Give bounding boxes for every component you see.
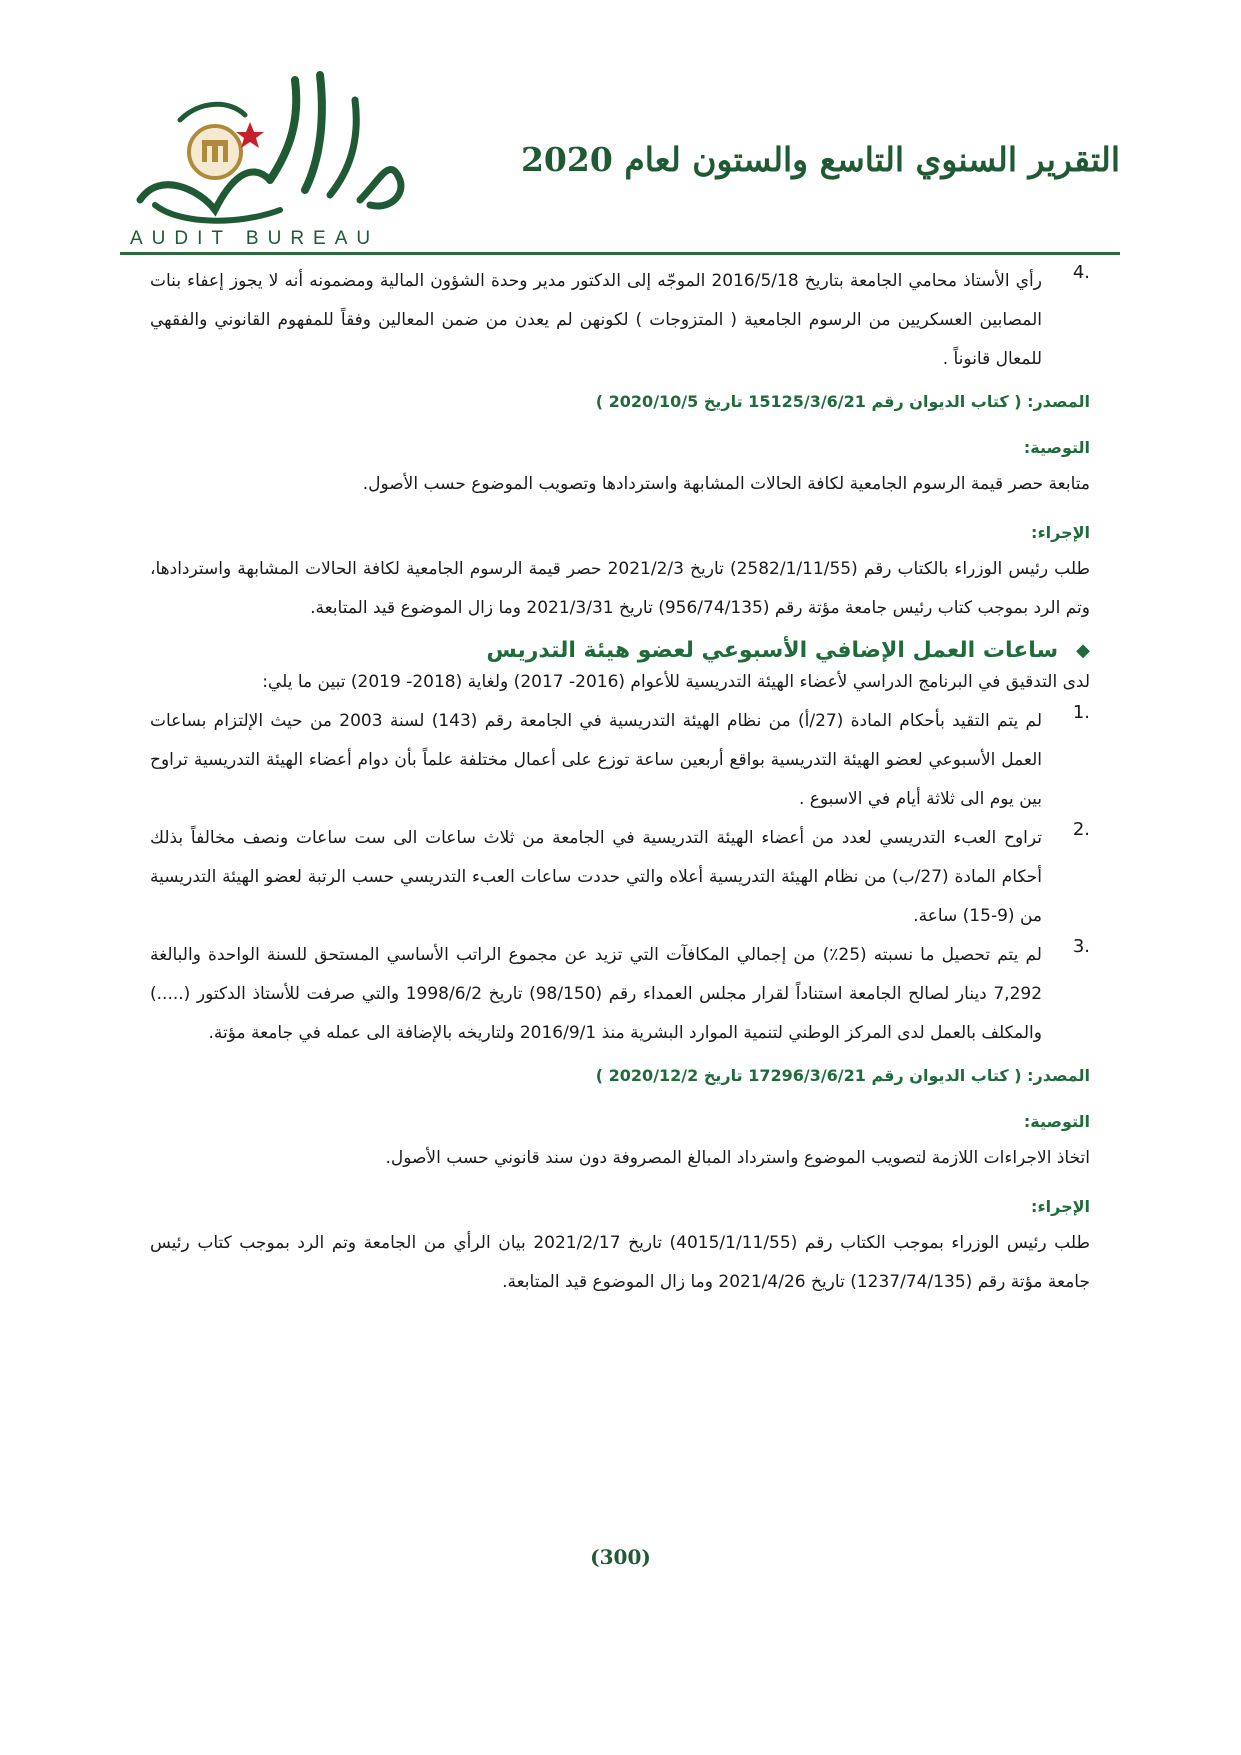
page-header [120, 60, 1120, 255]
item-number: 2. [1072, 819, 1090, 840]
recommendation-label: التوصية: [1023, 1112, 1090, 1131]
item-text: لم يتم التقيد بأحكام المادة (27/أ) من نظام الهيئة التدريسية في الجامعة رقم (143) لسنة 2003 من حيث الإلتزام بساعات العمل الأسبوعي لعضو الهيئة التدريسية بواقع أربعين ساعة توزع على أعمال مختلفة علماً بأن دوام أعضاء الهيئة التدريسية تراوح بين يوم الى ثلاثة أيام في الاسبوع . [150, 711, 1043, 809]
page-number: (300) [590, 1545, 651, 1569]
list-item [150, 819, 1090, 936]
action-label: الإجراء: [1031, 523, 1090, 542]
logo-caption: AUDIT BUREAU [130, 228, 380, 249]
audit-bureau-logo [120, 60, 420, 255]
recommendation-text: اتخاذ الاجراءات اللازمة لتصويب الموضوع واسترداد المبالغ المصروفة دون سند قانوني حسب الأصول. [385, 1148, 1090, 1168]
report-title: التقرير السنوي التاسع والستون لعام 2020 [520, 140, 1120, 179]
header-divider [120, 252, 1120, 255]
item-text: رأي الأستاذ محامي الجامعة بتاريخ 2016/5/18 الموجّه إلى الدكتور مدير وحدة الشؤون المالية ومضمونه أنه لا يجوز إعفاء بنات المصابين العسكريين من الرسوم الجامعية ( المتزوجات ) لكونهن لم يعدن من ضمن المعالين وفقاً للمفهوم القانوني والفقهي للمعال قانوناً . [150, 271, 1042, 369]
section-title: ساعات العمل الإضافي الأسبوعي لعضو هيئة التدريس [486, 638, 1059, 663]
list-item [150, 936, 1090, 1053]
item-text: تراوح العبء التدريسي لعدد من أعضاء الهيئة التدريسية في الجامعة من ثلاث ساعات الى ست ساعات ونصف مخالفاً بذلك أحكام المادة (27/ب) من نظام الهيئة التدريسية أعلاه والتي حددت ساعات العبء التدريسي حسب الرتبة لعضو الهيئة التدريسية من (9-15) ساعة. [150, 828, 1043, 926]
action-text: طلب رئيس الوزراء بموجب الكتاب رقم (4015/1/11/55) تاريخ 2021/2/17 بيان الرأي من الجامعة وتم الرد بموجب كتاب رئيس جامعة مؤتة رقم (1237/74/135) تاريخ 2021/4/26 وما زال الموضوع قيد المتابعة. [150, 1233, 1090, 1292]
item-number: 4. [1072, 262, 1090, 283]
source-citation: المصدر: ( كتاب الديوان رقم 15125/3/6/21 تاريخ 2020/10/5 ) [595, 392, 1090, 411]
item-number: 3. [1072, 936, 1090, 957]
recommendation-text: متابعة حصر قيمة الرسوم الجامعية لكافة الحالات المشابهة واستردادها وتصويب الموضوع حسب الأصول. [362, 474, 1090, 494]
logo-emblem-icon [120, 60, 420, 230]
section-intro: لدى التدقيق في البرنامج الدراسي لأعضاء الهيئة التدريسية للأعوام (2016- 2017) ولغاية (2018- 2019) تبين ما يلي: [262, 672, 1090, 692]
page-body [150, 262, 1090, 1302]
source-citation: المصدر: ( كتاب الديوان رقم 17296/3/6/21 تاريخ 2020/12/2 ) [595, 1066, 1090, 1085]
section-heading [150, 638, 1090, 663]
recommendation-label: التوصية: [1023, 438, 1090, 457]
action-label: الإجراء: [1031, 1197, 1090, 1216]
item-number: 1. [1072, 702, 1090, 723]
item-text: لم يتم تحصيل ما نسبته (25٪) من إجمالي المكافآت التي تزيد عن مجموع الراتب الأساسي المستحق للسنة الواحدة والبالغة 7,292 دينار لصالح الجامعة استناداً لقرار مجلس العمداء رقم (98/150) تاريخ 1998/6/2 والتي صرفت للأستاذ الدكتور (.....) والمكلف بالعمل لدى المركز الوطني لتنمية الموارد البشرية منذ 2016/9/1 ولتاريخه بالإضافة الى عمله في جامعة مؤتة. [150, 945, 1043, 1043]
action-text: طلب رئيس الوزراء بالكتاب رقم (2582/1/11/55) تاريخ 2021/2/3 حصر قيمة الرسوم الجامعية لكافة الحالات المشابهة واستردادها، وتم الرد بموجب كتاب رئيس جامعة مؤتة رقم (956/74/135) تاريخ 2021/3/31 وما زال الموضوع قيد المتابعة. [150, 559, 1090, 618]
list-item [150, 262, 1090, 379]
diamond-bullet-icon: ◆ [1076, 640, 1090, 661]
list-item [150, 702, 1090, 819]
